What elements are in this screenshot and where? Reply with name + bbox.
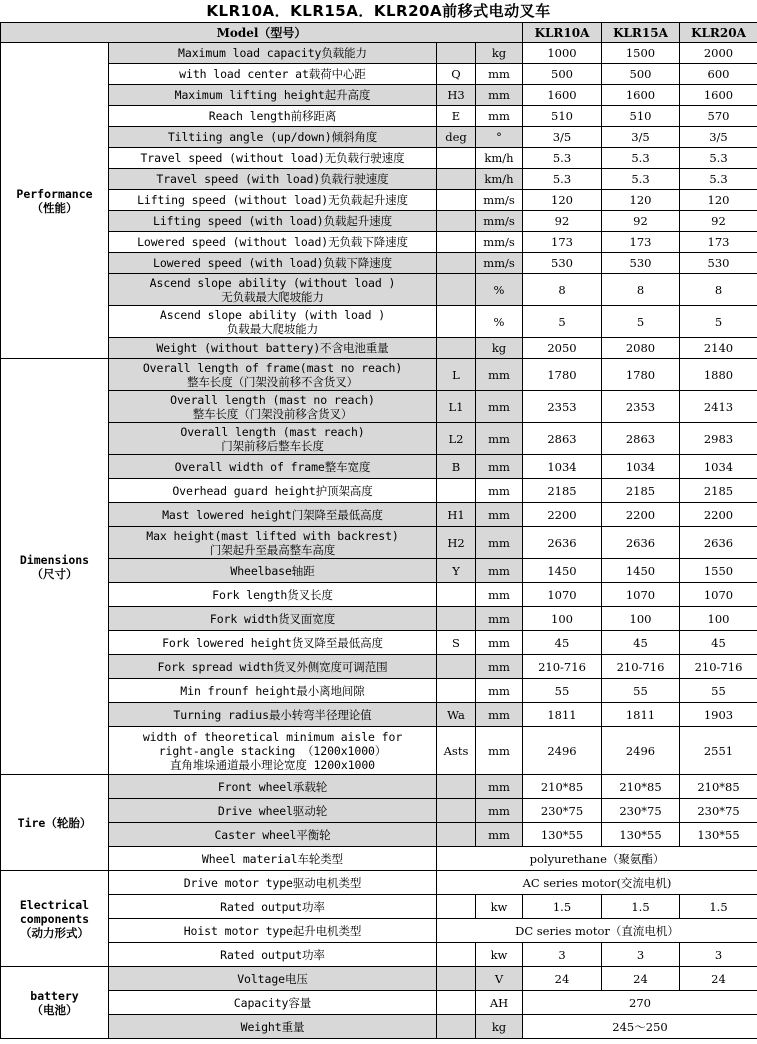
spec-value: 2636: [602, 527, 680, 559]
spec-label: Fork lowered height货叉降至最低高度: [109, 631, 437, 655]
spec-label: Wheelbase轴距: [109, 559, 437, 583]
spec-value: 130*55: [680, 823, 757, 847]
spec-value: 230*75: [523, 799, 602, 823]
spec-label: Overall width of frame整车宽度: [109, 455, 437, 479]
spec-value: 55: [680, 679, 757, 703]
spec-unit: mm: [476, 583, 523, 607]
spec-symbol: [437, 799, 476, 823]
table-row: [1, 655, 757, 679]
spec-symbol: [437, 190, 476, 211]
table-row: [1, 967, 757, 991]
spec-value: 3/5: [523, 127, 602, 148]
spec-unit: mm: [476, 423, 523, 455]
table-row: [1, 727, 757, 775]
spec-value: 1450: [602, 559, 680, 583]
model-klr10a-header: KLR10A: [523, 23, 602, 43]
spec-unit: mm/s: [476, 211, 523, 232]
spec-unit: mm: [476, 85, 523, 106]
spec-symbol: [437, 338, 476, 359]
spec-label: Rated output功率: [109, 895, 437, 919]
spec-value: 1.5: [523, 895, 602, 919]
spec-value: 1811: [523, 703, 602, 727]
spec-value: 2636: [523, 527, 602, 559]
spec-unit: mm: [476, 679, 523, 703]
spec-symbol: S: [437, 631, 476, 655]
spec-label: Lowered speed (without load)无负载下降速度: [109, 232, 437, 253]
spec-value: 230*75: [680, 799, 757, 823]
spec-value: 1034: [602, 455, 680, 479]
spec-label: Overall length of frame(mast no reach) 整车长度（门架没前移不含货叉）: [109, 359, 437, 391]
spec-value: 24: [523, 967, 602, 991]
spec-value: 1780: [602, 359, 680, 391]
spec-value: 173: [523, 232, 602, 253]
spec-label: Wheel material车轮类型: [109, 847, 437, 871]
table-row: [1, 190, 757, 211]
spec-value: 510: [523, 106, 602, 127]
spec-label: Reach length前移距离: [109, 106, 437, 127]
spec-label: Lowered speed (with load)负载下降速度: [109, 253, 437, 274]
spec-value: 2551: [680, 727, 757, 775]
spec-value: 92: [680, 211, 757, 232]
spec-value: 130*55: [523, 823, 602, 847]
spec-symbol: [437, 253, 476, 274]
table-row: [1, 64, 757, 85]
spec-unit: %: [476, 274, 523, 306]
spec-unit: mm/s: [476, 253, 523, 274]
table-row: [1, 106, 757, 127]
table-row: [1, 338, 757, 359]
spec-value: 120: [523, 190, 602, 211]
spec-symbol: Asts: [437, 727, 476, 775]
spec-symbol: [437, 895, 476, 919]
spec-value: 210*85: [523, 775, 602, 799]
spec-label: Max height(mast lifted with backrest) 门架起升至最高整车高度: [109, 527, 437, 559]
spec-label: Ascend slope ability (with load ) 负载最大爬坡能力: [109, 306, 437, 338]
spec-value: 55: [602, 679, 680, 703]
spec-value: 1600: [602, 85, 680, 106]
spec-unit: mm: [476, 64, 523, 85]
spec-value: 2000: [680, 43, 757, 64]
spec-label: Hoist motor type起升电机类型: [109, 919, 437, 943]
section-label: Electrical components （动力形式）: [1, 871, 109, 967]
spec-unit: kg: [476, 338, 523, 359]
spec-label: Tiltiing angle (up/down)倾斜角度: [109, 127, 437, 148]
spec-value: 500: [523, 64, 602, 85]
spec-value: 1034: [680, 455, 757, 479]
table-row: [1, 943, 757, 967]
spec-value: 1880: [680, 359, 757, 391]
table-row: [1, 169, 757, 190]
spec-symbol: [437, 148, 476, 169]
spec-value: 210*85: [680, 775, 757, 799]
table-row: [1, 775, 757, 799]
spec-symbol: L2: [437, 423, 476, 455]
header-row: [1, 23, 757, 43]
spec-value: 600: [680, 64, 757, 85]
table-row: [1, 607, 757, 631]
spec-value: 5.3: [680, 148, 757, 169]
spec-symbol: L: [437, 359, 476, 391]
table-row: [1, 847, 757, 871]
spec-label: Rated output功率: [109, 943, 437, 967]
spec-value: 530: [523, 253, 602, 274]
table-row: [1, 127, 757, 148]
section-label: Dimensions （尺寸）: [1, 359, 109, 775]
spec-symbol: [437, 306, 476, 338]
spec-value: 45: [680, 631, 757, 655]
spec-unit: mm: [476, 727, 523, 775]
spec-value: 1600: [523, 85, 602, 106]
spec-unit: mm: [476, 106, 523, 127]
spec-value: 2200: [680, 503, 757, 527]
spec-value: 2200: [602, 503, 680, 527]
spec-value: 5: [523, 306, 602, 338]
spec-value: 100: [680, 607, 757, 631]
table-row: [1, 423, 757, 455]
spec-value: 100: [523, 607, 602, 631]
spec-symbol: [437, 232, 476, 253]
spec-value: 530: [602, 253, 680, 274]
table-row: [1, 871, 757, 895]
spec-value: 173: [680, 232, 757, 253]
spec-symbol: [437, 607, 476, 631]
spec-value: 5.3: [602, 148, 680, 169]
table-row: [1, 503, 757, 527]
spec-label: Min frounf height最小离地间隙: [109, 679, 437, 703]
spec-value: 210-716: [680, 655, 757, 679]
table-row: [1, 527, 757, 559]
spec-label: Capacity容量: [109, 991, 437, 1015]
spec-unit: mm: [476, 479, 523, 503]
spec-value: 2496: [602, 727, 680, 775]
spec-value: 8: [602, 274, 680, 306]
spec-value: 8: [523, 274, 602, 306]
spec-value: 210-716: [602, 655, 680, 679]
spec-unit: mm: [476, 455, 523, 479]
table-row: [1, 479, 757, 503]
spec-unit: mm: [476, 655, 523, 679]
spec-value: 5.3: [523, 169, 602, 190]
table-row: [1, 274, 757, 306]
spec-value: 1450: [523, 559, 602, 583]
spec-value: 2140: [680, 338, 757, 359]
spec-value: 55: [523, 679, 602, 703]
model-klr20a-header: KLR20A: [680, 23, 757, 43]
spec-unit: °: [476, 127, 523, 148]
spec-value: 120: [680, 190, 757, 211]
spec-value: 570: [680, 106, 757, 127]
spec-symbol: [437, 274, 476, 306]
spec-value: 5.3: [680, 169, 757, 190]
spec-unit: mm: [476, 527, 523, 559]
spec-value-merged: DC series motor（直流电机）: [437, 919, 757, 943]
table-row: [1, 583, 757, 607]
spec-symbol: deg: [437, 127, 476, 148]
spec-label: Voltage电压: [109, 967, 437, 991]
spec-table: [0, 22, 757, 1039]
spec-value: 2185: [602, 479, 680, 503]
spec-value: 210-716: [523, 655, 602, 679]
spec-unit: %: [476, 306, 523, 338]
spec-unit: mm: [476, 391, 523, 423]
spec-symbol: Y: [437, 559, 476, 583]
spec-value: 2353: [523, 391, 602, 423]
spec-value: 1780: [523, 359, 602, 391]
spec-symbol: [437, 655, 476, 679]
spec-value: 2185: [523, 479, 602, 503]
spec-value: 2636: [680, 527, 757, 559]
spec-label: with load center at载荷中心距: [109, 64, 437, 85]
spec-value: 5: [602, 306, 680, 338]
spec-unit: mm: [476, 631, 523, 655]
spec-value: 8: [680, 274, 757, 306]
spec-value: 1.5: [680, 895, 757, 919]
table-row: [1, 991, 757, 1015]
spec-value: 210*85: [602, 775, 680, 799]
spec-value: 230*75: [602, 799, 680, 823]
spec-value: 24: [602, 967, 680, 991]
spec-value-merged: polyurethane（聚氨酯）: [437, 847, 757, 871]
spec-symbol: [437, 479, 476, 503]
spec-value: 2200: [523, 503, 602, 527]
table-row: [1, 85, 757, 106]
spec-unit: kg: [476, 1015, 523, 1039]
spec-value: 45: [602, 631, 680, 655]
spec-unit: mm/s: [476, 190, 523, 211]
spec-label: Caster wheel平衡轮: [109, 823, 437, 847]
spec-value: 173: [602, 232, 680, 253]
spec-label: Overall length (mast reach) 门架前移后整车长度: [109, 423, 437, 455]
spec-unit: mm: [476, 775, 523, 799]
spec-symbol: E: [437, 106, 476, 127]
spec-unit: mm: [476, 607, 523, 631]
spec-value: 5.3: [523, 148, 602, 169]
spec-label: Fork length货叉长度: [109, 583, 437, 607]
spec-label: Maximum lifting height起升高度: [109, 85, 437, 106]
spec-unit: mm: [476, 503, 523, 527]
spec-value: 1070: [523, 583, 602, 607]
table-row: [1, 679, 757, 703]
spec-unit: mm: [476, 703, 523, 727]
spec-unit: km/h: [476, 148, 523, 169]
spec-symbol: H2: [437, 527, 476, 559]
spec-label: Front wheel承载轮: [109, 775, 437, 799]
spec-value: 2413: [680, 391, 757, 423]
spec-symbol: [437, 1015, 476, 1039]
table-row: [1, 823, 757, 847]
spec-label: Fork width货叉面宽度: [109, 607, 437, 631]
table-row: [1, 631, 757, 655]
spec-label: Weight (without battery)不含电池重量: [109, 338, 437, 359]
spec-symbol: [437, 775, 476, 799]
spec-label: Travel speed (with load)负载行驶速度: [109, 169, 437, 190]
table-row: [1, 211, 757, 232]
spec-value: 2496: [523, 727, 602, 775]
section-label: Tire（轮胎）: [1, 775, 109, 871]
table-row: [1, 359, 757, 391]
table-row: [1, 253, 757, 274]
spec-symbol: B: [437, 455, 476, 479]
spec-value: 1600: [680, 85, 757, 106]
spec-value: 45: [523, 631, 602, 655]
spec-symbol: [437, 211, 476, 232]
table-row: [1, 1015, 757, 1039]
spec-label: Maximum load capacity负载能力: [109, 43, 437, 64]
spec-unit: kw: [476, 895, 523, 919]
spec-value: 1070: [602, 583, 680, 607]
spec-value: 5: [680, 306, 757, 338]
spec-value: 1070: [680, 583, 757, 607]
spec-unit: km/h: [476, 169, 523, 190]
spec-label: Weight重量: [109, 1015, 437, 1039]
spec-value: 1500: [602, 43, 680, 64]
spec-value: 92: [602, 211, 680, 232]
spec-label: Ascend slope ability (without load ) 无负载最大爬坡能力: [109, 274, 437, 306]
spec-label: Drive wheel驱动轮: [109, 799, 437, 823]
spec-value: 2863: [523, 423, 602, 455]
spec-value: 2050: [523, 338, 602, 359]
spec-symbol: H3: [437, 85, 476, 106]
spec-symbol: L1: [437, 391, 476, 423]
spec-value: 1811: [602, 703, 680, 727]
page-title: KLR10A．KLR15A．KLR20A前移式电动叉车: [206, 2, 551, 20]
spec-symbol: Q: [437, 64, 476, 85]
spec-unit: AH: [476, 991, 523, 1015]
table-row: [1, 559, 757, 583]
spec-value: 3: [602, 943, 680, 967]
spec-unit: mm: [476, 359, 523, 391]
spec-table-body: [1, 23, 757, 1039]
spec-value: 3/5: [680, 127, 757, 148]
spec-value: 2353: [602, 391, 680, 423]
spec-label: Travel speed (without load)无负载行驶速度: [109, 148, 437, 169]
table-row: [1, 455, 757, 479]
table-row: [1, 232, 757, 253]
spec-value: 100: [602, 607, 680, 631]
table-row: [1, 391, 757, 423]
spec-unit: mm: [476, 799, 523, 823]
spec-value: 500: [602, 64, 680, 85]
spec-symbol: [437, 823, 476, 847]
table-row: [1, 148, 757, 169]
section-label: battery （电池）: [1, 967, 109, 1039]
spec-label: Overhead guard height护顶架高度: [109, 479, 437, 503]
spec-label: Drive motor type驱动电机类型: [109, 871, 437, 895]
spec-unit: mm: [476, 559, 523, 583]
spec-value: 1903: [680, 703, 757, 727]
spec-value: 120: [602, 190, 680, 211]
spec-unit: mm/s: [476, 232, 523, 253]
spec-value-merged: 270: [523, 991, 757, 1015]
spec-value: 2983: [680, 423, 757, 455]
spec-symbol: [437, 967, 476, 991]
spec-symbol: [437, 679, 476, 703]
spec-label: Lifting speed (with load)负载起升速度: [109, 211, 437, 232]
table-row: [1, 703, 757, 727]
spec-unit: mm: [476, 823, 523, 847]
spec-value-merged: AC series motor(交流电机): [437, 871, 757, 895]
spec-value: 1550: [680, 559, 757, 583]
spec-label: Overall length (mast no reach) 整车长度（门架没前移含货叉）: [109, 391, 437, 423]
spec-symbol: H1: [437, 503, 476, 527]
spec-symbol: [437, 583, 476, 607]
spec-value: 1034: [523, 455, 602, 479]
spec-label: Fork spread width货叉外侧宽度可调范围: [109, 655, 437, 679]
spec-symbol: [437, 169, 476, 190]
spec-value: 2080: [602, 338, 680, 359]
spec-value: 24: [680, 967, 757, 991]
spec-value: 1.5: [602, 895, 680, 919]
spec-symbol: [437, 991, 476, 1015]
spec-value: 2185: [680, 479, 757, 503]
table-row: [1, 306, 757, 338]
spec-unit: kg: [476, 43, 523, 64]
spec-value: 3: [523, 943, 602, 967]
spec-value: 1000: [523, 43, 602, 64]
spec-value-merged: 245～250: [523, 1015, 757, 1039]
spec-value: 3: [680, 943, 757, 967]
table-row: [1, 799, 757, 823]
spec-label: Turning radius最小转弯半径理论值: [109, 703, 437, 727]
spec-symbol: [437, 43, 476, 64]
spec-value: 92: [523, 211, 602, 232]
spec-value: 3/5: [602, 127, 680, 148]
spec-unit: V: [476, 967, 523, 991]
spec-value: 130*55: [602, 823, 680, 847]
table-row: [1, 919, 757, 943]
model-klr15a-header: KLR15A: [602, 23, 680, 43]
spec-label: Lifting speed (without load)无负载起升速度: [109, 190, 437, 211]
section-label: Performance （性能）: [1, 43, 109, 359]
spec-label: Mast lowered height门架降至最低高度: [109, 503, 437, 527]
spec-symbol: Wa: [437, 703, 476, 727]
spec-label: width of theoretical minimum aisle for right-angle stacking （1200x1000） 直角堆垛通道最小理论宽度 1200x1000: [109, 727, 437, 775]
spec-symbol: [437, 943, 476, 967]
spec-value: 2863: [602, 423, 680, 455]
table-row: [1, 895, 757, 919]
spec-value: 530: [680, 253, 757, 274]
model-header: Model（型号）: [1, 23, 523, 43]
spec-unit: kw: [476, 943, 523, 967]
spec-value: 5.3: [602, 169, 680, 190]
spec-value: 510: [602, 106, 680, 127]
table-row: [1, 43, 757, 64]
